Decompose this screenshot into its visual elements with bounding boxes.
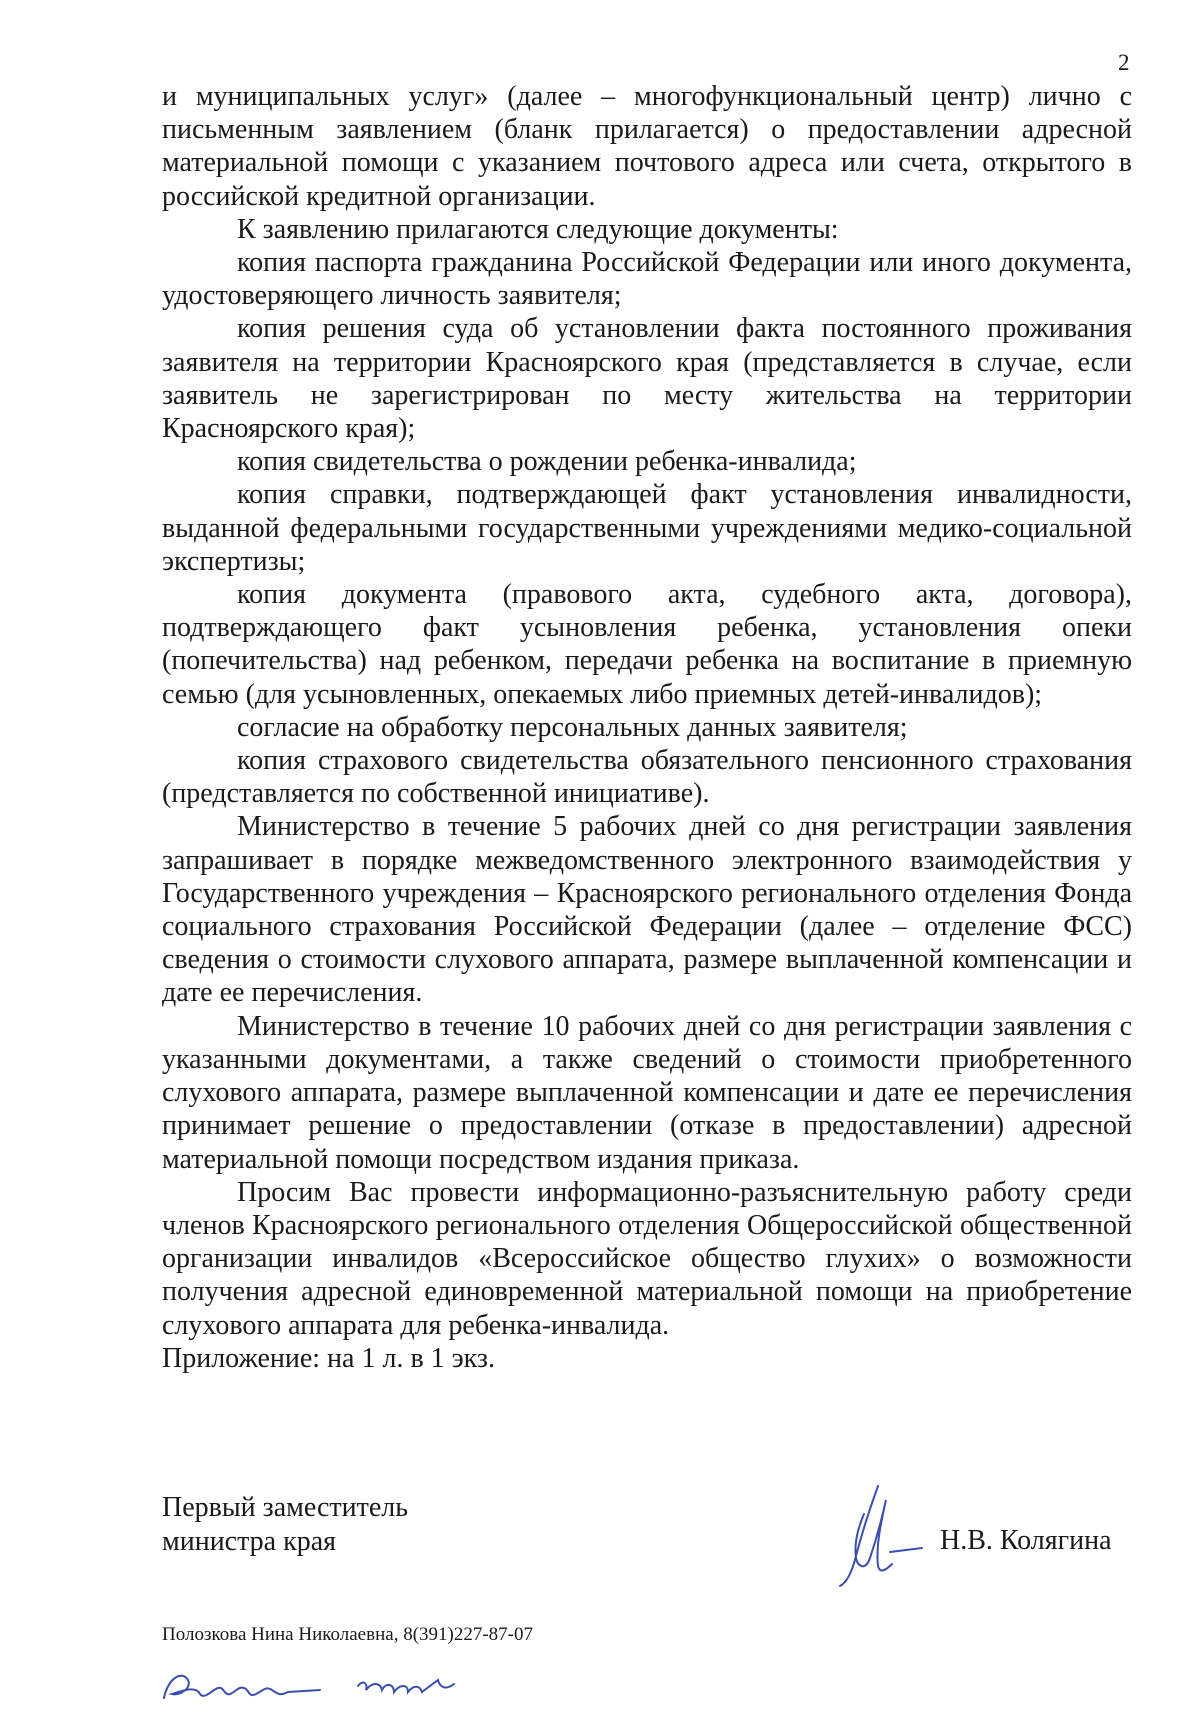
document-item-adoption-act: копия документа (правового акта, судебного акта, договора), подтверждающего факт усыновления ребенка, установления опеки (попечительства) над ребенком, передачи ребенка на воспитание в приемную семью (для усыновленных, опекаемых либо приемных детей-инвалидов); xyxy=(162,579,1132,710)
paragraph-attachments-intro: К заявлению прилагаются следующие документы: xyxy=(237,213,839,245)
paragraph-interagency-request: Министерство в течение 5 рабочих дней со дня регистрации заявления запрашивает в порядке межведомственного электронного взаимодействия у Государственного учреждения – Красноярского регионального отделения Фонда социального страхования Российской Федерации (далее – отделение ФСС) сведения о стоимости слухового аппарата, размере выплаченной компенсации и дате ее перечисления. xyxy=(162,811,1132,1009)
position-line-1: Первый заместитель xyxy=(162,1492,409,1523)
paragraph-request: Просим Вас провести информационно-разъяснительную работу среди членов Красноярского регионального отделения Общероссийской общественной организации инвалидов «Всероссийское общество глухих» о возможности получения адресной единовременной материальной помощи на приобретение слухового аппарата для ребенка-инвалида. xyxy=(162,1176,1132,1341)
executor-contact: Полозкова Нина Николаевна, 8(391)227-87-07 xyxy=(162,1624,534,1645)
document-item-birth-certificate: копия свидетельства о рождении ребенка-инвалида; xyxy=(237,446,857,478)
page-number: 2 xyxy=(1118,50,1130,75)
position-line-2: министра края xyxy=(162,1526,337,1557)
document-item-passport: копия паспорта гражданина Российской Федерации или иного документа, удостоверяющего личность заявителя; xyxy=(162,247,1132,312)
signatory-position xyxy=(162,1491,408,1559)
paragraph-continuation: и муниципальных услуг» (далее – многофункциональный центр) лично с письменным заявлением (бланк прилагается) о предоставлении адресной материальной помощи с указанием почтового адреса или счета, открытого в российской кредитной организации. xyxy=(162,81,1132,212)
document-item-consent: согласие на обработку персональных данных заявителя; xyxy=(237,711,908,743)
document-item-disability-certificate: копия справки, подтверждающей факт установления инвалидности, выданной федеральными государственными учреждениями медико-социальной экспертизы; xyxy=(162,479,1132,577)
letter-body xyxy=(162,80,1132,1375)
attachment-note: Приложение: на 1 л. в 1 экз. xyxy=(162,1342,495,1374)
document-item-insurance: копия страхового свидетельства обязательного пенсионного страхования (представляется по собственной инициативе). xyxy=(162,745,1132,810)
signatory-name: Н.В. Колягина xyxy=(940,1525,1112,1556)
handwritten-signature xyxy=(820,1478,930,1588)
paragraph-decision: Министерство в течение 10 рабочих дней со дня регистрации заявления с указанными документами, а также сведений о стоимости приобретенного слухового аппарата, размере выплаченной компенсации и дате ее перечисления принимает решение о предоставлении (отказе в предоставлении) адресной материальной помощи посредством издания приказа. xyxy=(162,1010,1132,1175)
handwritten-note xyxy=(158,1660,498,1710)
document-item-court-decision: копия решения суда об установлении факта постоянного проживания заявителя на территории Красноярского края (представляется в случае, если заявитель не зарегистрирован по месту жительства на территории Красноярского края); xyxy=(162,313,1132,445)
